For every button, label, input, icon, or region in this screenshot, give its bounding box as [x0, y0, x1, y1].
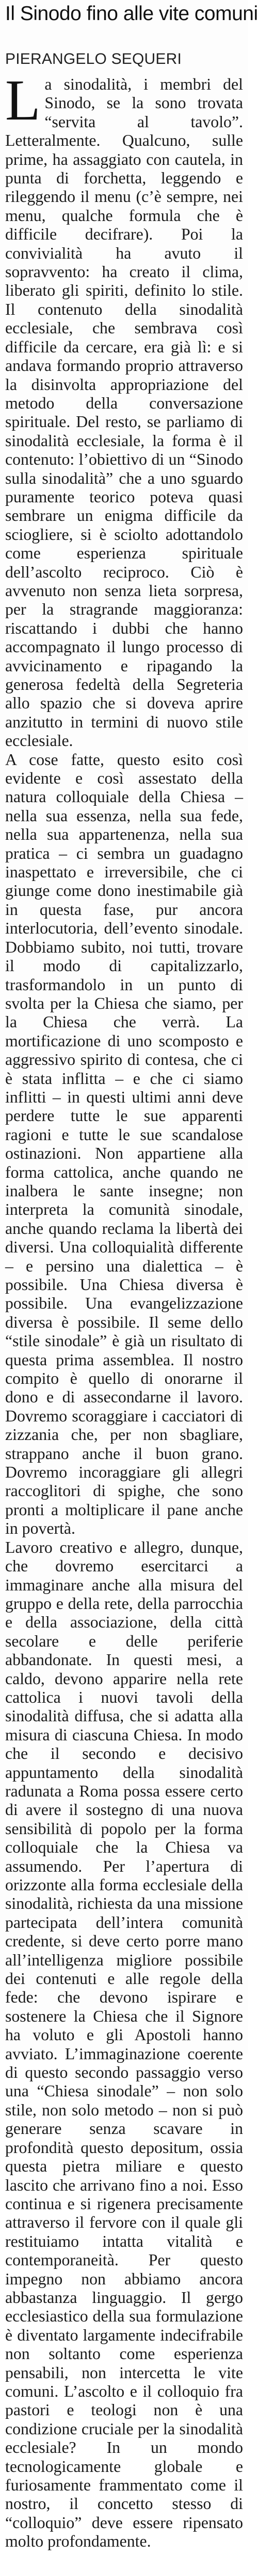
- article-paragraph: [5, 69, 243, 751]
- article-paragraph: [5, 1538, 243, 2551]
- article-headline: Il Sinodo fino alle vite comuni: [5, 3, 258, 25]
- article-byline: PIERANGELO SEQUERI: [5, 50, 182, 67]
- article-body: [5, 69, 243, 2551]
- drop-cap: L: [5, 69, 41, 132]
- paragraph-text: A cose fatte, questo esito così evidente e così assestato della natura colloquiale della Chiesa – nella sua essenza, nella sua fede, nella sua appartenenza, nella sua pratica – ci sembra un guadagno inaspettato e irreversibile, che ci giunge come dono inestimabile già in questa fase, pur ancora interlocutoria, dell’evento sinodale. Dobbiamo subito, noi tutti, trovare il modo di capitalizzarlo, trasformandolo in un punto di svolta per la Chiesa che siamo, per la Chiesa che verrà. La mortificazione di uno scomposto e aggressivo spirito di contesa, che ci è stata inflitta – e che ci siamo inflitti – in questi ultimi anni deve perdere tutte le sue apparenti ragioni e tutte le sue scandalose ostinazioni. Non appartiene alla forma cattolica, anche quando ne inalbera le sante insegne; non interpreta la comunità sinodale, anche quando reclama la libertà dei diversi. Una colloquialità differente – e persino una dialettica – è possibile. Una Chiesa diversa è possibile. Una evangelizzazione diversa è possibile. Il seme dello “stile sinodale” è già un risultato di questa prima assemblea. Il nostro compito è quello di onorarne il dono e di assecondarne il lavoro. Dovremo scoraggiare i cacciatori di zizzania che, per non sbagliare, strappano anche il buon grano. Dovremo incoraggiare gli allegri raccoglitori di spighe, che sono pronti a moltiplicare il pane anche in povertà.: [5, 750, 243, 1538]
- paragraph-text: a sinodalità, i membri del Sinodo, se la sono trovata “servita al tavolo”. Letteralmente. Qualcuno, sulle prime, ha assaggiato con cautela, in punta di forchetta, leggendo e rileggendo il menu (c’è sempre, nei menu, qualche formula che è difficile decifrare). Poi la convivialità ha avuto il sopravvento: ha creato il clima, liberato gli spiriti, definito lo stile. Il contenuto della sinodalità ecclesiale, che sembrava così difficile da cercare, era già lì: e si andava formando proprio attraverso la disinvolta appropriazione del metodo della conversazione spirituale. Del resto, se parliamo di sinodalità ecclesiale, la forma è il contenuto: l’obiettivo di un “Sinodo sulla sinodalità” che a uno sguardo puramente teorico poteva quasi sembrare un enigma difficile da sciogliere, si è sciolto adottandolo come esperienza spirituale dell’ascolto reciproco. Ciò è avvenuto non senza lieta sorpresa, per la stragrande maggioranza: riscattando i dubbi che hanno accompagnato il lungo processo di avvicinamento e ripagando la generosa fedeltà della Segreteria allo spazio che si doveva aprire anzitutto in termini di nuovo stile ecclesiale.: [5, 75, 243, 750]
- article-paragraph: [5, 751, 243, 1538]
- paragraph-text: Lavoro creativo e allegro, dunque, che dovremo esercitarci a immaginare anche alla misura del gruppo e della rete, della parrocchia e della associazione, della città secolare e delle periferie abbandonate. In questi mesi, a caldo, devono apparire nella rete cattolica i nuovi tavoli della sinodalità diffusa, che si adatta alla misura di ciascuna Chiesa. In modo che il secondo e decisivo appuntamento della sinodalità radunata a Roma possa essere certo di avere il sostegno di una nuova sensibilità di popolo per la forma colloquiale che la Chiesa va assumendo. Per l’apertura di orizzonte alla forma ecclesiale della sinodalità, richiesta da una missione partecipata dell’intera comunità credente, si deve certo porre mano all’intelligenza migliore possibile dei contenuti e alle regole della fede: che devono ispirare e sostenere la Chiesa che il Signore ha voluto e gli Apostoli hanno avviato. L’immaginazione coerente di questo secondo passaggio verso una “Chiesa sinodale” – non solo stile, non solo metodo – non si può generare senza scavare in profondità questo depositum, ossia questa pietra miliare e questo lascito che arrivano fino a noi. Esso continua e si rigenera precisamente attraverso il fervore con il quale gli restituiamo intatta vitalità e contemporaneità. Per questo impegno non abbiamo ancora abbastanza linguaggio. Il gergo ecclesiastico della sua formulazione è diventato largamente indecifrabile non soltanto come esperienza pensabili, non intercetta le vite comuni. L’ascolto e il colloquio fra pastori e teologi non è una condizione cruciale per la sinodalità ecclesiale? In un mondo tecnologicamente globale e furiosamente frammentato come il nostro, il concetto stesso di “colloquio” deve essere ripensato molto profondamente.: [5, 1538, 243, 2551]
